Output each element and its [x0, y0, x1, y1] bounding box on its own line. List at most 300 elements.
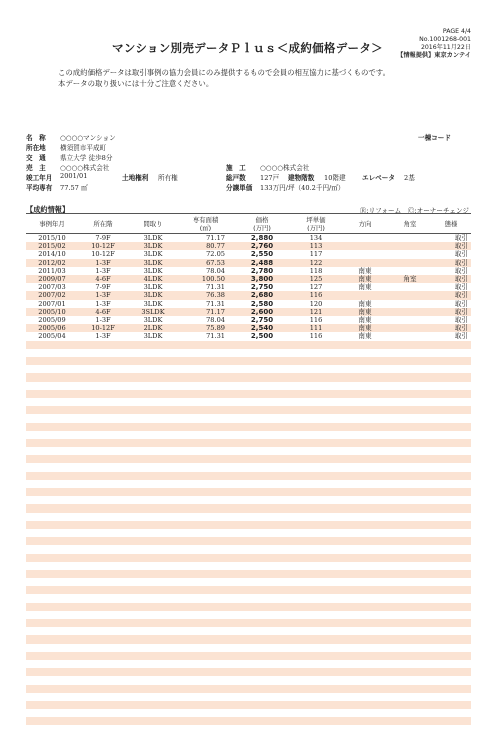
cell-area: 80.77: [178, 242, 233, 250]
cell-empty: [291, 496, 341, 504]
section-title: 【成約情報】: [26, 205, 70, 214]
built-label: 竣工年月: [26, 174, 53, 182]
cell-empty: [178, 480, 233, 488]
cell-price: 2,500: [233, 332, 291, 340]
cell-empty: [389, 603, 431, 611]
table-row: [26, 259, 471, 267]
cell-empty: [128, 504, 178, 512]
cell-empty: [178, 570, 233, 578]
cell-empty: [389, 480, 431, 488]
cell-empty: [178, 635, 233, 643]
average-area: 77.57 ㎡: [60, 184, 88, 192]
cell-empty: [389, 676, 431, 684]
cell-empty: [389, 554, 431, 562]
cell-empty: [389, 390, 431, 398]
cell-empty: [26, 701, 78, 709]
cell-empty: [78, 644, 128, 652]
cell-empty: [233, 676, 291, 684]
cell-empty: [341, 603, 389, 611]
table-row-empty: [26, 709, 471, 717]
cell-empty: [341, 423, 389, 431]
cell-empty: [291, 357, 341, 365]
cell-empty: [291, 717, 341, 725]
cell-empty: [128, 717, 178, 725]
cell-empty: [341, 660, 389, 668]
table-row-empty: [26, 594, 471, 602]
table-row-empty: [26, 725, 471, 733]
cell-direction: 南東: [341, 283, 389, 291]
cell-empty: [128, 406, 178, 414]
cell-layout: 3LDK: [128, 267, 178, 275]
issue-date: 2016年11月22日: [420, 44, 471, 51]
cell-tsubo-price: 116: [291, 332, 341, 340]
cell-empty: [78, 439, 128, 447]
cell-empty: [341, 390, 389, 398]
cell-empty: [128, 472, 178, 480]
cell-empty: [341, 676, 389, 684]
cell-empty: [389, 365, 431, 373]
cell-direction: 南東: [341, 332, 389, 340]
cell-price: 2,760: [233, 242, 291, 250]
cell-empty: [78, 611, 128, 619]
cell-empty: [128, 619, 178, 627]
cell-empty: [128, 701, 178, 709]
cell-empty: [78, 472, 128, 480]
cell-empty: [389, 463, 431, 471]
cell-empty: [178, 660, 233, 668]
cell-empty: [26, 676, 78, 684]
cell-empty: [26, 488, 78, 496]
cell-empty: [26, 480, 78, 488]
cell-empty: [78, 676, 128, 684]
cell-empty: [233, 357, 291, 365]
cell-empty: [389, 594, 431, 602]
cell-empty: [178, 349, 233, 357]
cell-empty: [26, 390, 78, 398]
cell-empty: [128, 382, 178, 390]
cell-price: 2,550: [233, 250, 291, 258]
cell-area: 78.04: [178, 267, 233, 275]
cell-empty: [431, 513, 471, 521]
cell-empty: [128, 660, 178, 668]
cell-empty: [431, 619, 471, 627]
cell-empty: [178, 406, 233, 414]
cell-empty: [341, 349, 389, 357]
cell-empty: [178, 717, 233, 725]
cell-empty: [26, 455, 78, 463]
cell-direction: [341, 250, 389, 258]
cell-empty: [431, 570, 471, 578]
cell-empty: [291, 463, 341, 471]
cell-empty: [128, 652, 178, 660]
cell-empty: [178, 496, 233, 504]
cell-empty: [389, 685, 431, 693]
header-deal-month: 事例年月: [26, 214, 78, 234]
cell-empty: [291, 635, 341, 643]
cell-empty: [389, 488, 431, 496]
cell-transaction-type: 取引: [431, 316, 471, 324]
cell-empty: [341, 504, 389, 512]
cell-empty: [78, 431, 128, 439]
cell-empty: [341, 406, 389, 414]
cell-empty: [178, 390, 233, 398]
cell-empty: [78, 570, 128, 578]
table-row-empty: [26, 357, 471, 365]
builder-label: 施 工: [226, 164, 246, 172]
cell-area: 71.17: [178, 308, 233, 316]
cell-corner: [389, 300, 431, 308]
cell-empty: [291, 578, 341, 586]
cell-empty: [178, 701, 233, 709]
cell-empty: [431, 668, 471, 676]
cell-floor-range: 10-12F: [78, 250, 128, 258]
cell-empty: [178, 439, 233, 447]
cell-empty: [26, 373, 78, 381]
cell-empty: [233, 668, 291, 676]
cell-empty: [78, 619, 128, 627]
cell-empty: [26, 414, 78, 422]
cell-empty: [26, 529, 78, 537]
avg-area-label: 平均専有: [26, 184, 53, 192]
cell-empty: [26, 594, 78, 602]
cell-empty: [341, 594, 389, 602]
cell-empty: [341, 537, 389, 545]
seller: ○○○○株式会社: [60, 164, 110, 172]
cell-empty: [341, 496, 389, 504]
table-row-empty: [26, 455, 471, 463]
cell-empty: [78, 652, 128, 660]
cell-empty: [78, 685, 128, 693]
cell-empty: [233, 504, 291, 512]
cell-empty: [341, 447, 389, 455]
cell-transaction-type: 取引: [431, 242, 471, 250]
address-label: 所在地: [26, 144, 46, 152]
cell-empty: [26, 578, 78, 586]
cell-empty: [178, 357, 233, 365]
cell-empty: [233, 390, 291, 398]
cell-empty: [233, 406, 291, 414]
cell-empty: [291, 594, 341, 602]
cell-tsubo-price: 116: [291, 316, 341, 324]
cell-empty: [291, 701, 341, 709]
cell-layout: 3LDK: [128, 242, 178, 250]
cell-deal-month: 2005/04: [26, 332, 78, 340]
cell-layout: 3SLDK: [128, 308, 178, 316]
cell-empty: [389, 627, 431, 635]
cell-layout: 3LDK: [128, 291, 178, 299]
cell-empty: [128, 578, 178, 586]
cell-empty: [233, 480, 291, 488]
cell-transaction-type: 取引: [431, 308, 471, 316]
cell-floor-range: 1-3F: [78, 259, 128, 267]
cell-corner: [389, 283, 431, 291]
cell-empty: [431, 423, 471, 431]
cell-empty: [431, 594, 471, 602]
cell-transaction-type: 取引: [431, 267, 471, 275]
header-tsubo-price: 坪単価 (万円): [291, 214, 341, 234]
cell-empty: [128, 611, 178, 619]
cell-empty: [128, 488, 178, 496]
cell-deal-month: 2005/06: [26, 324, 78, 332]
cell-empty: [233, 586, 291, 594]
cell-empty: [26, 668, 78, 676]
cell-empty: [178, 562, 233, 570]
cell-empty: [233, 365, 291, 373]
cell-empty: [26, 545, 78, 553]
cell-empty: [389, 447, 431, 455]
cell-empty: [233, 570, 291, 578]
table-row-empty: [26, 406, 471, 414]
cell-empty: [78, 586, 128, 594]
cell-empty: [291, 725, 341, 733]
cell-empty: [128, 349, 178, 357]
cell-empty: [291, 447, 341, 455]
cell-empty: [389, 570, 431, 578]
cell-empty: [341, 644, 389, 652]
cell-area: 71.31: [178, 283, 233, 291]
cell-empty: [128, 480, 178, 488]
cell-transaction-type: 取引: [431, 275, 471, 283]
cell-empty: [431, 635, 471, 643]
cell-empty: [178, 578, 233, 586]
transport-label: 交 通: [26, 154, 46, 162]
table-row-empty: [26, 398, 471, 406]
cell-transaction-type: 取引: [431, 324, 471, 332]
cell-empty: [78, 406, 128, 414]
cell-empty: [26, 447, 78, 455]
table-row-empty: [26, 586, 471, 594]
cell-empty: [341, 398, 389, 406]
transport: 県立大学 徒歩8分: [60, 154, 113, 162]
page-number: PAGE 4/4: [442, 28, 471, 35]
cell-empty: [78, 480, 128, 488]
notice-line-1: この成約価格データは取引事例の協力会員にのみ提供するもので会員の相互協力に基づくものです。: [58, 68, 390, 77]
cell-empty: [178, 545, 233, 553]
cell-layout: 3LDK: [128, 332, 178, 340]
table-row-empty: [26, 439, 471, 447]
table-row-empty: [26, 496, 471, 504]
table-row-empty: [26, 652, 471, 660]
table-row-empty: [26, 447, 471, 455]
cell-corner: [389, 291, 431, 299]
cell-empty: [341, 463, 389, 471]
cell-empty: [341, 373, 389, 381]
cell-empty: [233, 725, 291, 733]
table-row-empty: [26, 676, 471, 684]
cell-area: 75.89: [178, 324, 233, 332]
cell-empty: [291, 504, 341, 512]
cell-empty: [341, 414, 389, 422]
cell-empty: [233, 463, 291, 471]
header-floor-range: 所在階: [78, 214, 128, 234]
cell-empty: [26, 562, 78, 570]
cell-deal-month: 2007/03: [26, 283, 78, 291]
cell-corner: [389, 242, 431, 250]
cell-direction: 南東: [341, 267, 389, 275]
built-date: 2001/01: [60, 172, 88, 180]
cell-empty: [26, 717, 78, 725]
cell-empty: [431, 455, 471, 463]
table-row-empty: [26, 603, 471, 611]
cell-empty: [291, 676, 341, 684]
cell-direction: 南東: [341, 316, 389, 324]
cell-area: 76.38: [178, 291, 233, 299]
cell-corner: [389, 259, 431, 267]
cell-empty: [128, 521, 178, 529]
cell-deal-month: 2007/02: [26, 291, 78, 299]
cell-empty: [341, 586, 389, 594]
table-row-empty: [26, 685, 471, 693]
cell-empty: [233, 382, 291, 390]
cell-area: 71.31: [178, 332, 233, 340]
cell-empty: [178, 398, 233, 406]
cell-empty: [233, 513, 291, 521]
cell-empty: [178, 488, 233, 496]
table-row-empty: [26, 373, 471, 381]
cell-empty: [341, 480, 389, 488]
cell-empty: [78, 521, 128, 529]
cell-empty: [341, 562, 389, 570]
cell-empty: [26, 463, 78, 471]
cell-empty: [78, 545, 128, 553]
cell-empty: [389, 644, 431, 652]
cell-empty: [389, 382, 431, 390]
floors-label: 建物階数: [288, 174, 315, 182]
cell-area: 100.50: [178, 275, 233, 283]
cell-empty: [431, 496, 471, 504]
cell-empty: [78, 373, 128, 381]
cell-empty: [341, 709, 389, 717]
cell-empty: [128, 431, 178, 439]
cell-empty: [233, 423, 291, 431]
cell-empty: [233, 431, 291, 439]
cell-empty: [233, 594, 291, 602]
cell-empty: [291, 439, 341, 447]
cell-empty: [128, 562, 178, 570]
table-row-empty: [26, 521, 471, 529]
cell-empty: [178, 652, 233, 660]
cell-price: 2,750: [233, 283, 291, 291]
cell-empty: [389, 635, 431, 643]
cell-tsubo-price: 113: [291, 242, 341, 250]
cell-empty: [389, 406, 431, 414]
cell-corner: [389, 234, 431, 243]
cell-empty: [26, 611, 78, 619]
cell-empty: [389, 725, 431, 733]
cell-empty: [26, 570, 78, 578]
cell-empty: [233, 554, 291, 562]
cell-empty: [431, 537, 471, 545]
cell-floor-range: 1-3F: [78, 332, 128, 340]
cell-empty: [291, 529, 341, 537]
cell-empty: [178, 382, 233, 390]
cell-empty: [78, 390, 128, 398]
cell-price: 2,540: [233, 324, 291, 332]
cell-empty: [389, 537, 431, 545]
cell-empty: [233, 709, 291, 717]
cell-empty: [431, 652, 471, 660]
cell-empty: [26, 513, 78, 521]
cell-empty: [233, 472, 291, 480]
cell-empty: [341, 701, 389, 709]
cell-deal-month: 2015/10: [26, 234, 78, 243]
cell-floor-range: 7-9F: [78, 283, 128, 291]
cell-empty: [78, 382, 128, 390]
cell-empty: [431, 603, 471, 611]
cell-empty: [341, 578, 389, 586]
cell-empty: [128, 685, 178, 693]
cell-empty: [341, 513, 389, 521]
cell-area: 71.31: [178, 300, 233, 308]
cell-empty: [431, 431, 471, 439]
cell-empty: [389, 398, 431, 406]
cell-empty: [341, 365, 389, 373]
table-row-empty: [26, 414, 471, 422]
table-row-empty: [26, 644, 471, 652]
cell-direction: 南東: [341, 300, 389, 308]
cell-empty: [26, 660, 78, 668]
provider: 【情報提供】東京カンテイ: [397, 52, 471, 59]
cell-empty: [178, 668, 233, 676]
transaction-table: [26, 213, 471, 734]
cell-empty: [178, 627, 233, 635]
cell-empty: [291, 586, 341, 594]
cell-empty: [26, 521, 78, 529]
address: 横須賀市平成町: [60, 144, 107, 152]
table-row-empty: [26, 619, 471, 627]
cell-empty: [233, 701, 291, 709]
cell-empty: [431, 545, 471, 553]
cell-direction: [341, 242, 389, 250]
cell-empty: [291, 562, 341, 570]
table-row-empty: [26, 463, 471, 471]
cell-empty: [389, 717, 431, 725]
units-label: 総戸数: [226, 174, 246, 182]
cell-price: 2,780: [233, 267, 291, 275]
cell-empty: [291, 652, 341, 660]
cell-empty: [431, 676, 471, 684]
cell-empty: [291, 611, 341, 619]
property-name: ○○○○マンション: [60, 134, 116, 142]
cell-empty: [431, 382, 471, 390]
cell-empty: [341, 545, 389, 553]
cell-price: 2,680: [233, 291, 291, 299]
elevators: 2基: [404, 174, 415, 182]
cell-empty: [341, 439, 389, 447]
cell-empty: [291, 627, 341, 635]
section-legend: Ⓡ:リフォーム Ⓒ:オーナーチェンジ: [359, 207, 469, 215]
cell-empty: [78, 660, 128, 668]
cell-empty: [128, 545, 178, 553]
cell-empty: [26, 472, 78, 480]
cell-tsubo-price: 134: [291, 234, 341, 243]
cell-price: 2,600: [233, 308, 291, 316]
cell-empty: [431, 406, 471, 414]
table-row-empty: [26, 545, 471, 553]
cell-transaction-type: 取引: [431, 250, 471, 258]
cell-empty: [178, 504, 233, 512]
cell-empty: [178, 521, 233, 529]
cell-empty: [291, 537, 341, 545]
cell-empty: [26, 504, 78, 512]
cell-price: 2,750: [233, 316, 291, 324]
cell-empty: [233, 619, 291, 627]
cell-empty: [389, 496, 431, 504]
table-row-empty: [26, 668, 471, 676]
cell-empty: [178, 676, 233, 684]
cell-empty: [341, 455, 389, 463]
table-row-empty: [26, 635, 471, 643]
